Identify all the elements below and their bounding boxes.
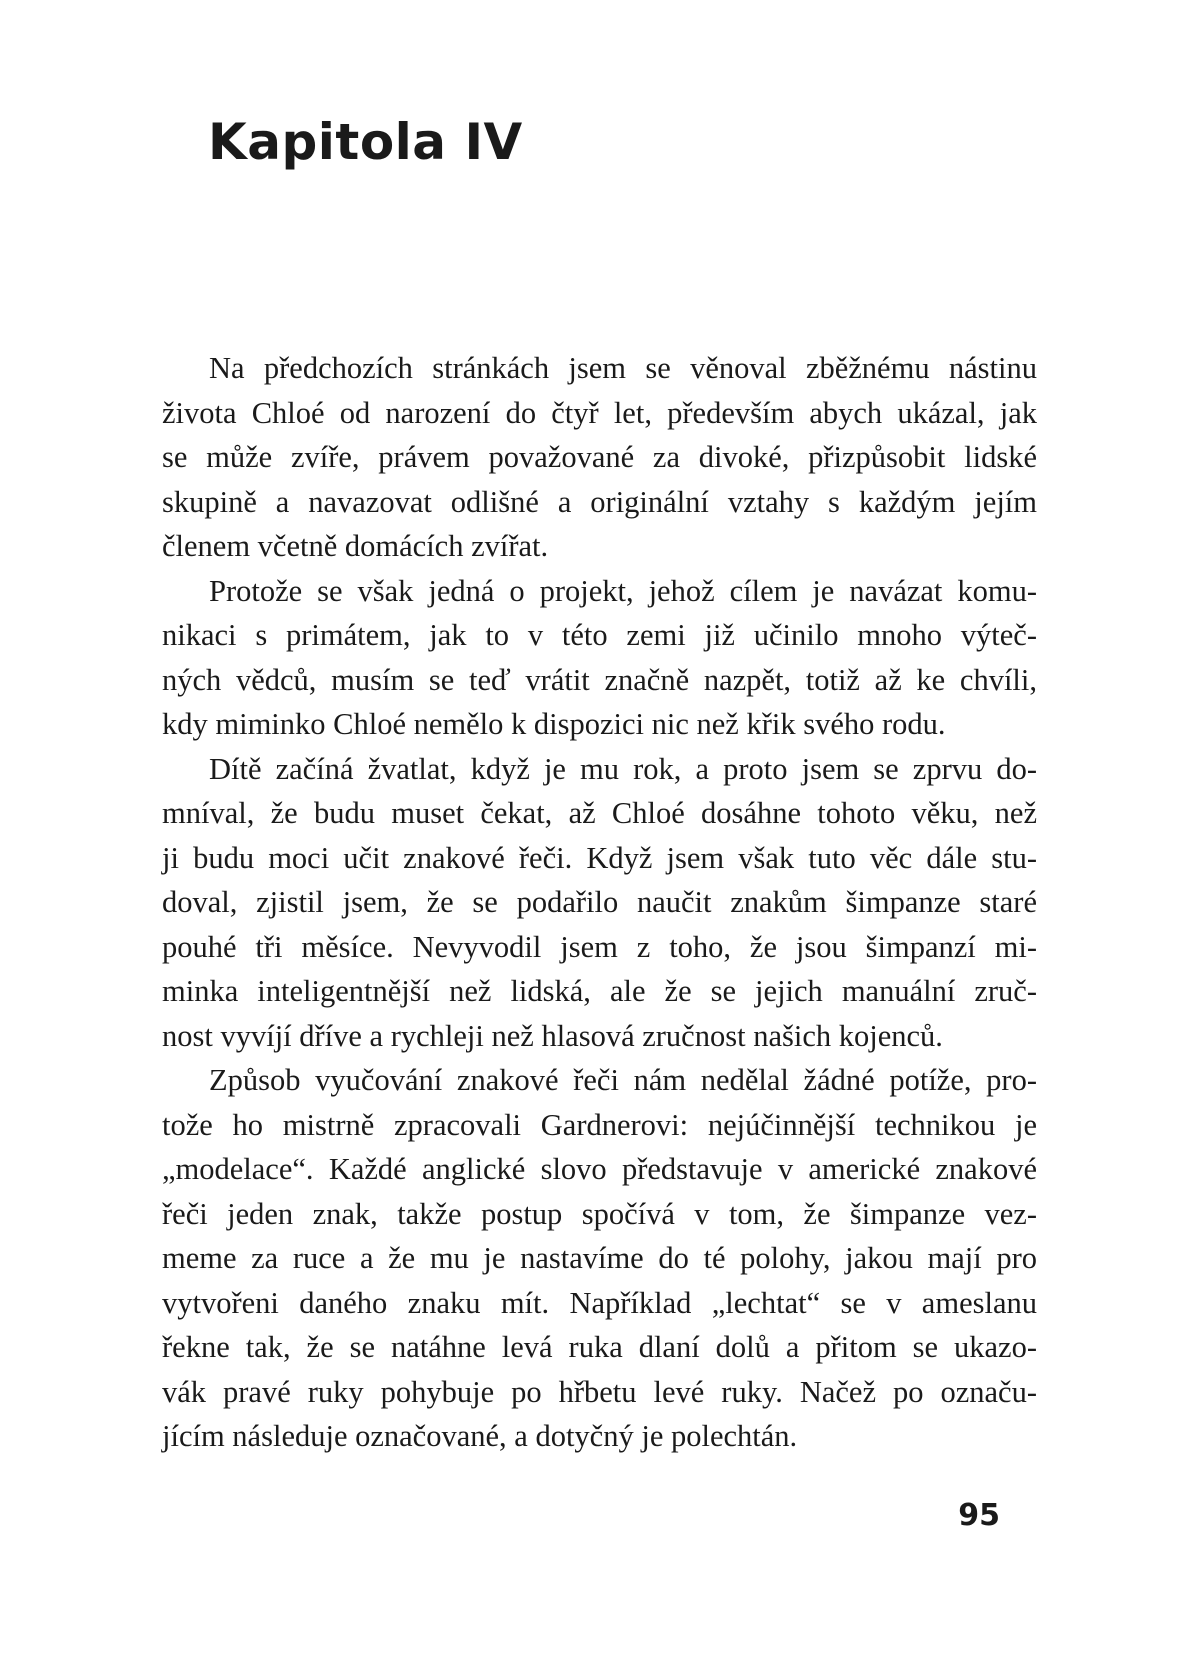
text-line: minka inteligentnější než lidská, ale že se jejich manuální zruč- — [162, 974, 1037, 1008]
text-line: Způsob vyučování znakové řeči nám nedělal žádné potíže, pro- — [209, 1063, 1037, 1097]
text-line: nikaci s primátem, jak to v této zemi již učinilo mnoho výteč- — [162, 618, 1037, 652]
paragraph — [162, 346, 1037, 569]
text-line: řekne tak, že se natáhne levá ruka dlaní dolů a přitom se ukazo- — [162, 1330, 1037, 1364]
text-line: Protože se však jedná o projekt, jehož cílem je navázat komu- — [209, 573, 1037, 608]
text-line: skupině a navazovat odlišné a originální vztahy s každým jejím — [162, 484, 1037, 519]
text-line: mníval, že budu muset čekat, až Chloé dosáhne tohoto věku, než — [162, 796, 1037, 830]
paragraph — [162, 747, 1037, 1059]
text-line: jícím následuje označované, a dotyčný je polechtán. — [162, 1419, 798, 1453]
text-line: doval, zjistil jsem, že se podařilo naučit znakům šimpanze staré — [162, 885, 1037, 919]
text-line: tože ho mistrně zpracovali Gardnerovi: nejúčinnější technikou je — [162, 1107, 1037, 1142]
body-text — [162, 346, 1037, 1459]
page-number: 95 — [958, 1498, 1000, 1533]
text-line: meme za ruce a že mu je nastavíme do té polohy, jakou mají pro — [162, 1241, 1037, 1275]
text-line: ji budu moci učit znakové řeči. Když jsem však tuto věc dále stu- — [162, 840, 1037, 875]
text-line: „modelace“. Každé anglické slovo představuje v americké znakové — [162, 1152, 1037, 1186]
text-line: nost vyvíjí dříve a rychleji než hlasová zručnost našich kojenců. — [162, 1018, 943, 1053]
text-line: Dítě začíná žvatlat, když je mu rok, a proto jsem se zprvu do- — [209, 751, 1037, 786]
text-line: vytvořeni daného znaku mít. Například „lechtat“ se v ameslanu — [162, 1285, 1037, 1320]
paragraph — [162, 1058, 1037, 1459]
text-line: Na předchozích stránkách jsem se věnoval zběžnému nástinu — [209, 351, 1037, 385]
text-line: ných vědců, musím se teď vrátit značně nazpět, totiž až ke chvíli, — [162, 662, 1037, 697]
text-line: členem včetně domácích zvířat. — [162, 529, 549, 563]
text-line: se může zvíře, právem považované za divoké, přizpůsobit lidské — [162, 440, 1037, 474]
chapter-title: Kapitola IV — [208, 113, 523, 171]
text-line: vák pravé ruky pohybuje po hřbetu levé ruky. Načež po označu- — [162, 1374, 1037, 1409]
text-line: života Chloé od narození do čtyř let, především abych ukázal, jak — [162, 395, 1037, 430]
text-line: kdy miminko Chloé nemělo k dispozici nic než křik svého rodu. — [162, 707, 946, 741]
text-line: pouhé tři měsíce. Nevyvodil jsem z toho, že jsou šimpanzí mi- — [162, 929, 1037, 964]
paragraph — [162, 569, 1037, 747]
text-line: řeči jeden znak, takže postup spočívá v tom, že šimpanze vez- — [162, 1196, 1037, 1231]
